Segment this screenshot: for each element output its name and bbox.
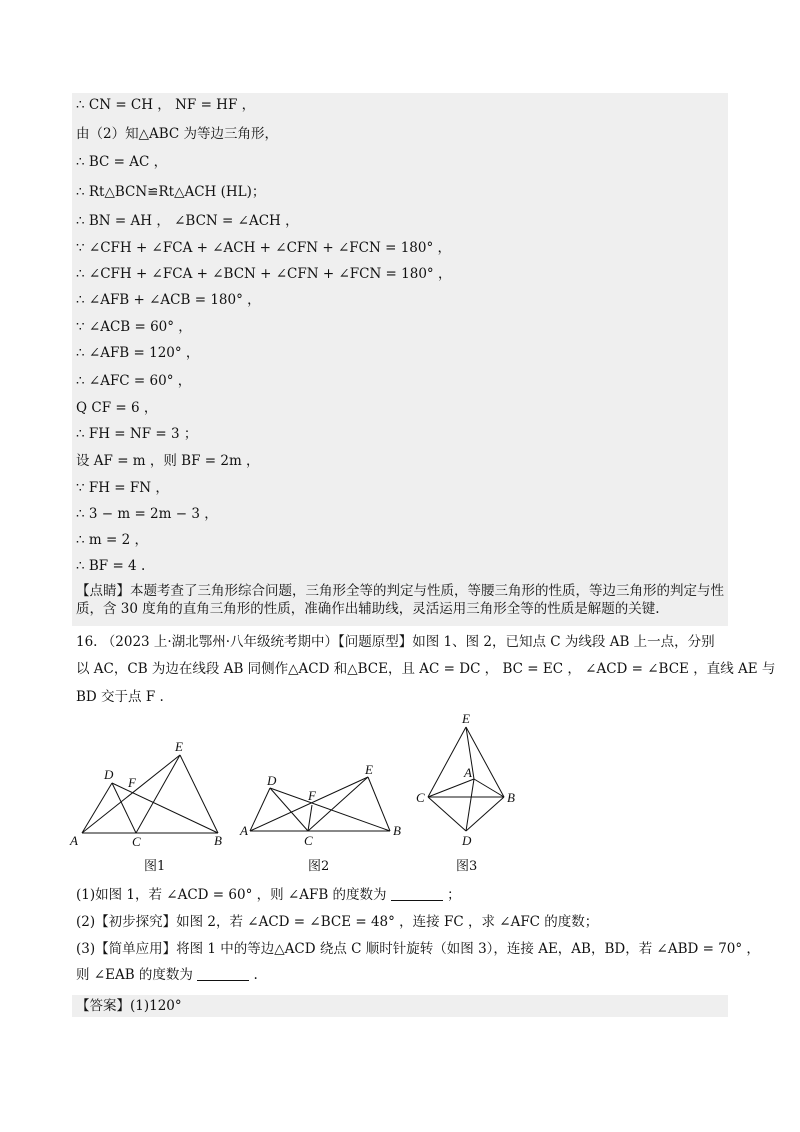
- solution-line: ∴ Rt△BCN≌Rt△ACH (HL)；: [76, 184, 266, 200]
- answer-value: 120°: [149, 998, 182, 1014]
- question-part-1: [76, 886, 461, 904]
- solution-line: ∵ FH = FN ，: [76, 480, 169, 496]
- fig1-label-d: D: [104, 767, 114, 782]
- figure-1-caption: 图1: [144, 859, 166, 874]
- solution-comment: 【点睛】本题考查了三角形综合问题，三角形全等的判定与性质，等腰三角形的性质，等边三角形的判定与性质，含 30 度角的直角三角形的性质，准确作出辅助线，灵活运用三角形全等的性质是解题的关键.: [76, 583, 724, 617]
- fig3-label-d: D: [462, 833, 472, 848]
- solution-line: ∵ ∠ACB = 60° ，: [76, 319, 192, 335]
- fig2-label-b: B: [393, 823, 401, 838]
- solution-line: 设 AF = m ，则 BF = 2m ，: [76, 453, 260, 469]
- fig1-label-a: A: [70, 833, 78, 848]
- part-1-text: (1)如图 1，若 ∠ACD = 60° ，则 ∠AFB 的度数为: [76, 887, 387, 903]
- solution-line: 由（2）知△ABC 为等边三角形，: [76, 126, 279, 142]
- solution-line: ∴ BC = AC ，: [76, 154, 168, 170]
- solution-line: ∴ BN = AH ， ∠BCN = ∠ACH ，: [76, 213, 299, 229]
- solution-line: Q CF = 6 ，: [76, 400, 158, 416]
- fig1-label-c: C: [132, 834, 141, 849]
- solution-line: ∴ 3 − m = 2m − 3 ，: [76, 506, 218, 522]
- fig1-label-e: E: [175, 739, 183, 754]
- question-part-3: (3)【简单应用】将图 1 中的等边△ACD 绕点 C 顺时针旋转（如图 3），连接 AE，AB，BD，若 ∠ABD = 70° ，: [76, 941, 760, 957]
- solution-line: ∴ ∠AFB = 120° ，: [76, 345, 200, 361]
- fig1-label-f: F: [128, 775, 136, 790]
- question-stem: 16. （2023 上·湖北鄂州·八年级统考期中）【问题原型】如图 1、图 2，已知点 C 为线段 AB 上一点，分别: [76, 634, 715, 650]
- part-3-text: 则 ∠EAB 的度数为: [76, 967, 193, 983]
- fig2-label-c: C: [304, 833, 313, 848]
- fig2-label-a: A: [240, 823, 248, 838]
- answer-blank[interactable]: [391, 886, 443, 901]
- answer-blank[interactable]: [197, 966, 249, 981]
- fig2-label-e: E: [365, 762, 373, 777]
- solution-line: ∴ ∠AFB + ∠ACB = 180° ，: [76, 292, 261, 308]
- solution-line: ∴ ∠AFC = 60° ，: [76, 373, 192, 389]
- answer-label: 【答案】(1): [76, 998, 150, 1014]
- part-1-end: ；: [447, 887, 461, 903]
- solution-line: ∴ CN = CH ， NF = HF ，: [76, 97, 256, 113]
- fig3-label-c: C: [416, 790, 425, 805]
- solution-line: ∴ BF = 4 .: [76, 558, 146, 574]
- answer-line: [76, 997, 182, 1015]
- fig3-label-a: A: [464, 765, 472, 780]
- question-part-3-cont: [76, 966, 258, 984]
- solution-line: ∵ ∠CFH + ∠FCA + ∠ACH + ∠CFN + ∠FCN = 180° ，: [76, 240, 452, 256]
- solution-line: ∴ m = 2 ，: [76, 532, 148, 548]
- figure-2-caption: 图2: [308, 859, 330, 874]
- solution-line: ∴ ∠CFH + ∠FCA + ∠BCN + ∠CFN + ∠FCN = 180° ，: [76, 266, 452, 282]
- part-3-end: .: [253, 967, 258, 983]
- fig3-label-b: B: [507, 790, 515, 805]
- question-stem: 以 AC，CB 为边在线段 AB 同侧作△ACD 和△BCE，且 AC = DC ， BC = EC ， ∠ACD = ∠BCE ，直线 AE 与: [76, 661, 776, 677]
- fig1-label-b: B: [214, 833, 222, 848]
- fig2-label-f: F: [308, 788, 316, 803]
- fig3-label-e: E: [462, 711, 470, 726]
- question-part-2: (2)【初步探究】如图 2，若 ∠ACD = ∠BCE = 48° ，连接 FC ，求 ∠AFC 的度数；: [76, 914, 599, 930]
- figure-3-caption: 图3: [456, 859, 478, 874]
- figures-diagram: [0, 705, 800, 855]
- figure-1: [82, 755, 218, 833]
- question-stem: BD 交于点 F .: [76, 689, 164, 705]
- fig2-label-d: D: [267, 773, 277, 788]
- solution-line: ∴ FH = NF = 3 ；: [76, 426, 198, 442]
